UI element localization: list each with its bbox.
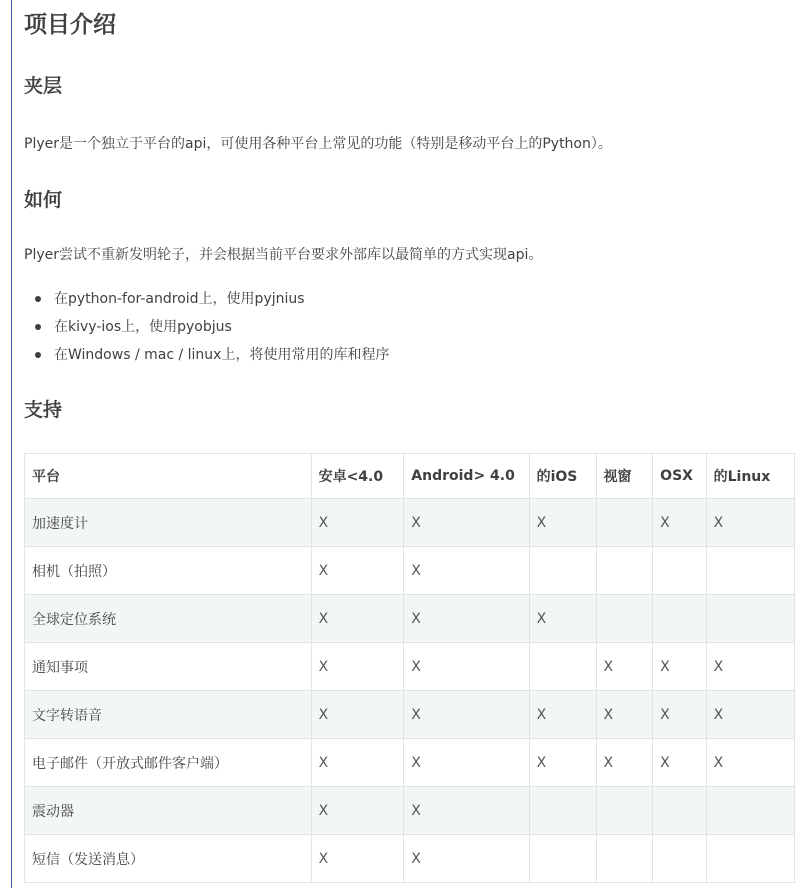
table-row [25, 691, 795, 739]
support-mark-cell: X [404, 739, 529, 787]
support-mark-cell [529, 787, 596, 835]
column-header-linux: 的Linux [706, 454, 794, 499]
support-mark-cell: X [404, 499, 529, 547]
support-mark-cell [596, 835, 653, 883]
support-mark-cell: X [529, 595, 596, 643]
support-mark-cell: X [596, 691, 653, 739]
support-mark-cell [706, 595, 794, 643]
column-header-android-new: Android> 4.0 [404, 454, 529, 499]
list-item: 在python-for-android上，使用pyjnius [24, 285, 389, 313]
support-mark-cell [706, 547, 794, 595]
support-mark-cell [706, 835, 794, 883]
feature-name-cell: 相机（拍照） [25, 547, 312, 595]
list-item: 在Windows / mac / linux上，将使用常用的库和程序 [24, 341, 389, 369]
support-mark-cell: X [404, 835, 529, 883]
section-heading-support: 支持 [24, 399, 63, 421]
support-mark-cell: X [653, 643, 706, 691]
table-row [25, 595, 795, 643]
support-mark-cell: X [529, 691, 596, 739]
support-mark-cell: X [529, 739, 596, 787]
table-row [25, 499, 795, 547]
support-mark-cell: X [706, 691, 794, 739]
support-mark-cell [653, 547, 706, 595]
support-mark-cell: X [311, 835, 404, 883]
support-mark-cell: X [404, 547, 529, 595]
support-mark-cell [706, 787, 794, 835]
column-header-platform: 平台 [25, 454, 312, 499]
support-mark-cell [529, 547, 596, 595]
support-mark-cell: X [653, 499, 706, 547]
table-row [25, 835, 795, 883]
support-mark-cell: X [404, 691, 529, 739]
feature-name-cell: 加速度计 [25, 499, 312, 547]
platform-support-table [24, 453, 795, 883]
support-mark-cell: X [311, 643, 404, 691]
table-row [25, 739, 795, 787]
support-mark-cell: X [653, 739, 706, 787]
support-mark-cell [653, 595, 706, 643]
table-header-row [25, 454, 795, 499]
support-mark-cell: X [706, 739, 794, 787]
support-mark-cell [596, 787, 653, 835]
table-row [25, 787, 795, 835]
support-mark-cell: X [311, 547, 404, 595]
feature-name-cell: 短信（发送消息） [25, 835, 312, 883]
section-heading-jiaceng: 夹层 [24, 75, 63, 97]
support-mark-cell: X [706, 499, 794, 547]
support-mark-cell: X [311, 595, 404, 643]
feature-name-cell: 文字转语音 [25, 691, 312, 739]
support-mark-cell [529, 643, 596, 691]
section-heading-ruhe: 如何 [24, 189, 63, 211]
support-mark-cell [596, 547, 653, 595]
support-mark-cell: X [596, 643, 653, 691]
table-row [25, 643, 795, 691]
support-mark-cell: X [311, 691, 404, 739]
support-mark-cell: X [596, 739, 653, 787]
how-paragraph: Plyer尝试不重新发明轮子，并会根据当前平台要求外部库以最简单的方式实现api。 [24, 247, 543, 263]
feature-name-cell: 电子邮件（开放式邮件客户端） [25, 739, 312, 787]
table-row [25, 547, 795, 595]
column-header-osx: OSX [653, 454, 706, 499]
support-mark-cell [653, 835, 706, 883]
list-item: 在kivy-ios上，使用pyobjus [24, 313, 389, 341]
support-mark-cell: X [311, 739, 404, 787]
support-mark-cell [596, 499, 653, 547]
support-mark-cell [529, 835, 596, 883]
feature-name-cell: 震动器 [25, 787, 312, 835]
intro-paragraph: Plyer是一个独立于平台的api，可使用各种平台上常见的功能（特别是移动平台上的Python）。 [24, 136, 612, 152]
column-header-ios: 的iOS [529, 454, 596, 499]
support-mark-cell: X [653, 691, 706, 739]
support-mark-cell: X [404, 595, 529, 643]
support-mark-cell: X [404, 643, 529, 691]
column-header-windows: 视窗 [596, 454, 653, 499]
support-mark-cell: X [311, 499, 404, 547]
implementation-list [24, 285, 389, 369]
feature-name-cell: 通知事项 [25, 643, 312, 691]
column-header-android-old: 安卓<4.0 [311, 454, 404, 499]
support-mark-cell: X [311, 787, 404, 835]
support-mark-cell: X [706, 643, 794, 691]
support-mark-cell [596, 595, 653, 643]
left-border-rule [11, 0, 12, 888]
support-mark-cell: X [404, 787, 529, 835]
support-mark-cell [653, 787, 706, 835]
support-mark-cell: X [529, 499, 596, 547]
feature-name-cell: 全球定位系统 [25, 595, 312, 643]
page-title: 项目介绍 [24, 12, 116, 38]
